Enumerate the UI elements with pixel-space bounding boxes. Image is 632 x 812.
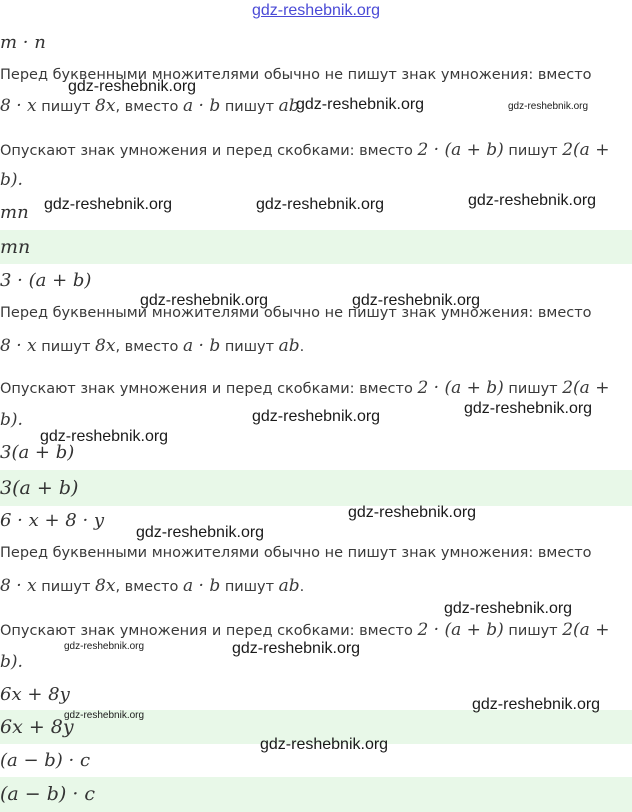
watermark-text: gdz-reshebnik.org: [64, 710, 145, 721]
answer-row-4: [0, 777, 632, 812]
watermark-text: gdz-reshebnik.org: [444, 600, 573, 617]
answer-expression: (a − b) · c: [0, 783, 96, 805]
math-inline: 8 · x: [0, 576, 37, 596]
watermark-text: gdz-reshebnik.org: [256, 196, 385, 213]
text-span: пишут: [503, 381, 563, 397]
rule-text-line: [0, 334, 632, 358]
text-span: пишут: [36, 339, 96, 355]
math-inline: 8x: [95, 336, 116, 356]
watermark-text: gdz-reshebnik.org: [348, 504, 477, 521]
text-span: пишут: [36, 99, 96, 115]
watermark-text: gdz-reshebnik.org: [252, 408, 381, 425]
text-span: пишут: [220, 579, 279, 595]
math-inline: 2(a +: [562, 378, 610, 398]
rule-text-line: Перед буквенными множителями обычно не пишут знак умножения: вместо: [0, 545, 592, 561]
site-header-link[interactable]: gdz-reshebnik.org: [251, 2, 381, 19]
result-1: mn: [0, 202, 29, 223]
math-inline: 8x: [95, 96, 116, 116]
result-3: 6x + 8y: [0, 684, 70, 705]
math-inline: 8 · x: [0, 336, 37, 356]
text-span: Опускают знак умножения и перед скобками: вместо: [0, 381, 418, 397]
rule-text-line: Перед буквенными множителями обычно не пишут знак умножения: вместо: [0, 67, 592, 83]
watermark-text: gdz-reshebnik.org: [44, 196, 173, 213]
answer-expression: 3(a + b): [0, 477, 79, 499]
text-span: пишут: [503, 143, 563, 159]
math-inline: ab: [278, 336, 300, 356]
text-span: .: [299, 339, 305, 355]
text-span: пишут: [503, 623, 563, 639]
rule-text-line: [0, 138, 632, 162]
math-inline: 2 · (a + b): [417, 378, 504, 398]
math-inline: b).: [0, 652, 23, 672]
watermark-text: gdz-reshebnik.org: [464, 400, 593, 417]
text-span: , вместо: [115, 99, 183, 115]
watermark-text: gdz-reshebnik.org: [296, 96, 425, 113]
text-span: .: [299, 579, 305, 595]
watermark-text: gdz-reshebnik.org: [136, 524, 265, 541]
math-inline: a · b: [182, 336, 221, 356]
rule-text-line: Перед буквенными множителями обычно не пишут знак умножения: вместо: [0, 305, 592, 321]
math-inline: ab: [278, 576, 300, 596]
math-inline: a · b: [182, 96, 221, 116]
watermark-text: gdz-reshebnik.org: [68, 78, 197, 95]
rule-text-line: [0, 618, 632, 642]
watermark-text: gdz-reshebnik.org: [64, 641, 145, 652]
text-span: , вместо: [115, 339, 183, 355]
watermark-text: gdz-reshebnik.org: [40, 428, 169, 445]
answer-row-2: [0, 470, 632, 506]
expression-2: 3 · (a + b): [0, 270, 92, 291]
math-inline: 2 · (a + b): [417, 140, 504, 160]
math-inline: a · b: [182, 576, 221, 596]
watermark-text: gdz-reshebnik.org: [140, 292, 269, 309]
expression-4: (a − b) · c: [0, 750, 91, 771]
text-span: пишут: [220, 99, 279, 115]
math-inline: b).: [0, 410, 23, 430]
answer-expression: 6x + 8y: [0, 716, 74, 738]
watermark-text: gdz-reshebnik.org: [352, 292, 481, 309]
answer-row-1: [0, 230, 632, 264]
watermark-text: gdz-reshebnik.org: [472, 696, 601, 713]
text-span: Опускают знак умножения и перед скобками: вместо: [0, 143, 418, 159]
math-inline: 2(a +: [562, 620, 610, 640]
math-inline: 8x: [95, 576, 116, 596]
text-span: пишут: [36, 579, 96, 595]
expression-1: m · n: [0, 32, 46, 53]
math-inline: 2(a +: [562, 140, 610, 160]
math-inline: b).: [0, 170, 23, 190]
math-inline: ab: [278, 96, 300, 116]
rule-text-line: [0, 168, 632, 192]
text-span: пишут: [220, 339, 279, 355]
math-inline: 8 · x: [0, 96, 37, 116]
text-span: Опускают знак умножения и перед скобками: вместо: [0, 623, 418, 639]
watermark-text: gdz-reshebnik.org: [232, 640, 361, 657]
result-2: 3(a + b): [0, 442, 75, 463]
watermark-text: gdz-reshebnik.org: [468, 192, 597, 209]
expression-3: 6 · x + 8 · y: [0, 510, 105, 531]
answer-expression: mn: [0, 236, 31, 258]
math-inline: 2 · (a + b): [417, 620, 504, 640]
rule-text-line: [0, 574, 632, 598]
watermark-text: gdz-reshebnik.org: [508, 101, 589, 112]
text-span: , вместо: [115, 579, 183, 595]
watermark-text: gdz-reshebnik.org: [260, 736, 389, 753]
rule-text-line: [0, 376, 632, 400]
